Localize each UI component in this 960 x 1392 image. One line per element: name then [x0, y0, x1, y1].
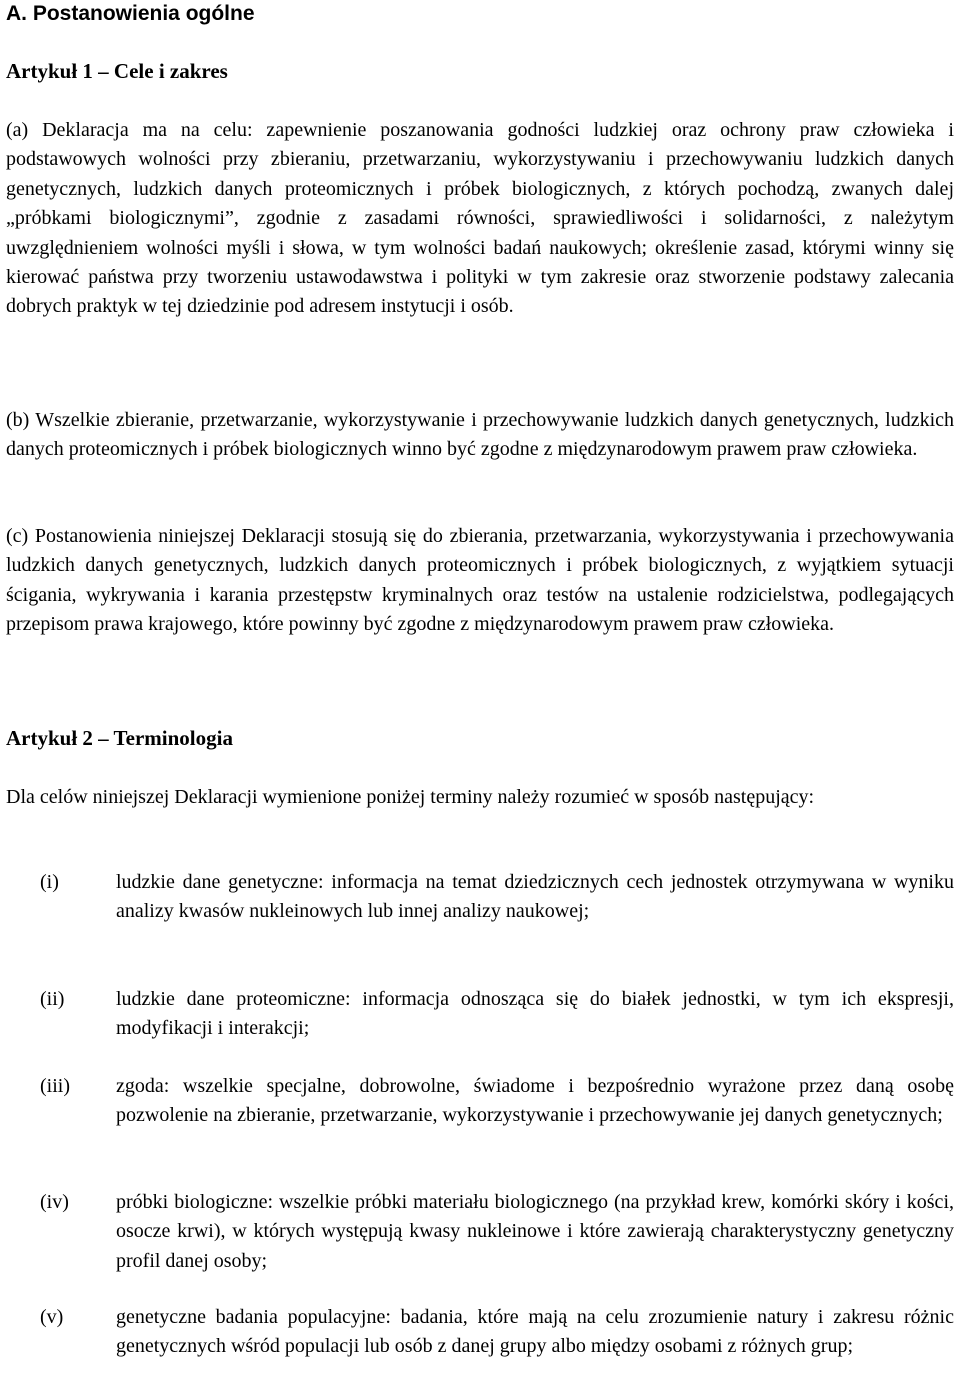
- definition-item: [40, 985, 954, 1044]
- definition-text: zgoda: wszelkie specjalne, dobrowolne, świadome i bezpośrednio wyrażone przez daną osobę pozwolenie na zbieranie, przetwarzanie, wykorzystywanie i przechowywanie jej danych genetycznych;: [116, 1075, 954, 1127]
- definition-number: (ii): [40, 988, 65, 1010]
- definition-item: [40, 868, 954, 927]
- paragraph-text: Deklaracja ma na celu: zapewnienie poszanowania godności ludzkiej oraz ochrony praw człowieka i podstawowych wolności przy zbieraniu, przetwarzaniu, wykorzystywaniu i przechowywaniu ludzkich danych genetycznych, ludzkich danych proteomicznych i próbek biologicznych, z których pochodzą, zwanych dalej „próbkami biologicznymi”, zgodnie z zasadami równości, sprawiedliwości i solidarności, z należytym uwzględnieniem wolności myśli i słowa, w tym wolności badań naukowych; określenie zasad, którymi winny się kierować państwa przy tworzeniu ustawodawstwa i polityki w tym zakresie oraz stworzenie podstawy zalecania dobrych praktyk w tej dziedzinie pod adresem instytucji i osób.: [6, 119, 954, 318]
- definition-text: genetyczne badania populacyjne: badania, które mają na celu zrozumienie natury i zakresu różnic genetycznych wśród populacji lub osób z danej grupy albo między osobami z różnych grup;: [116, 1306, 954, 1358]
- section-heading: A. Postanowienia ogólne: [6, 2, 255, 25]
- paragraph-text: Wszelkie zbieranie, przetwarzanie, wykorzystywanie i przechowywanie ludzkich danych genetycznych, ludzkich danych proteomicznych i próbek biologicznych winno być zgodne z międzynarodowym prawem praw człowieka.: [6, 409, 954, 461]
- article-1-paragraph-b: [6, 406, 954, 465]
- article-2-heading: Artykuł 2 – Terminologia: [6, 726, 233, 750]
- article-2-intro: Dla celów niniejszej Deklaracji wymienione poniżej terminy należy rozumieć w sposób następujący:: [6, 786, 815, 808]
- definition-item: [40, 1072, 954, 1131]
- definition-number: (iv): [40, 1191, 69, 1213]
- definition-number: (i): [40, 871, 59, 893]
- article-1-paragraph-a: [6, 116, 954, 322]
- definition-number: (iii): [40, 1075, 70, 1097]
- paragraph-text: Postanowienia niniejszej Deklaracji stosują się do zbierania, przetwarzania, wykorzystywania i przechowywania ludzkich danych genetycznych, ludzkich danych proteomicznych i próbek biologicznych, z wyjątkiem sytuacji ścigania, wykrywania i karania przestępstw kryminalnych oraz testów na ustalenie rodzicielstwa, podlegających przepisom prawa krajowego, które powinny być zgodne z międzynarodowym prawem praw człowieka.: [6, 525, 954, 636]
- article-1-heading: Artykuł 1 – Cele i zakres: [6, 59, 228, 83]
- paragraph-label: (a): [6, 119, 29, 141]
- definition-text: próbki biologiczne: wszelkie próbki materiału biologicznego (na przykład krew, komórki skóry i kości, osocze krwi), w których występują kwasy nukleinowe i które zawierają charakterystyczny genetyczny profil danej osoby;: [116, 1191, 954, 1272]
- paragraph-label: (c): [6, 525, 29, 547]
- paragraph-label: (b): [6, 409, 30, 431]
- definition-text: ludzkie dane genetyczne: informacja na temat dziedzicznych cech jednostek otrzymywana w wyniku analizy kwasów nukleinowych lub innej analizy naukowej;: [116, 871, 954, 923]
- definition-item: [40, 1188, 954, 1276]
- definition-item: [40, 1303, 954, 1362]
- definition-text: ludzkie dane proteomiczne: informacja odnosząca się do białek jednostki, w tym ich ekspresji, modyfikacji i interakcji;: [116, 988, 954, 1040]
- definition-number: (v): [40, 1306, 64, 1328]
- article-1-paragraph-c: [6, 522, 954, 640]
